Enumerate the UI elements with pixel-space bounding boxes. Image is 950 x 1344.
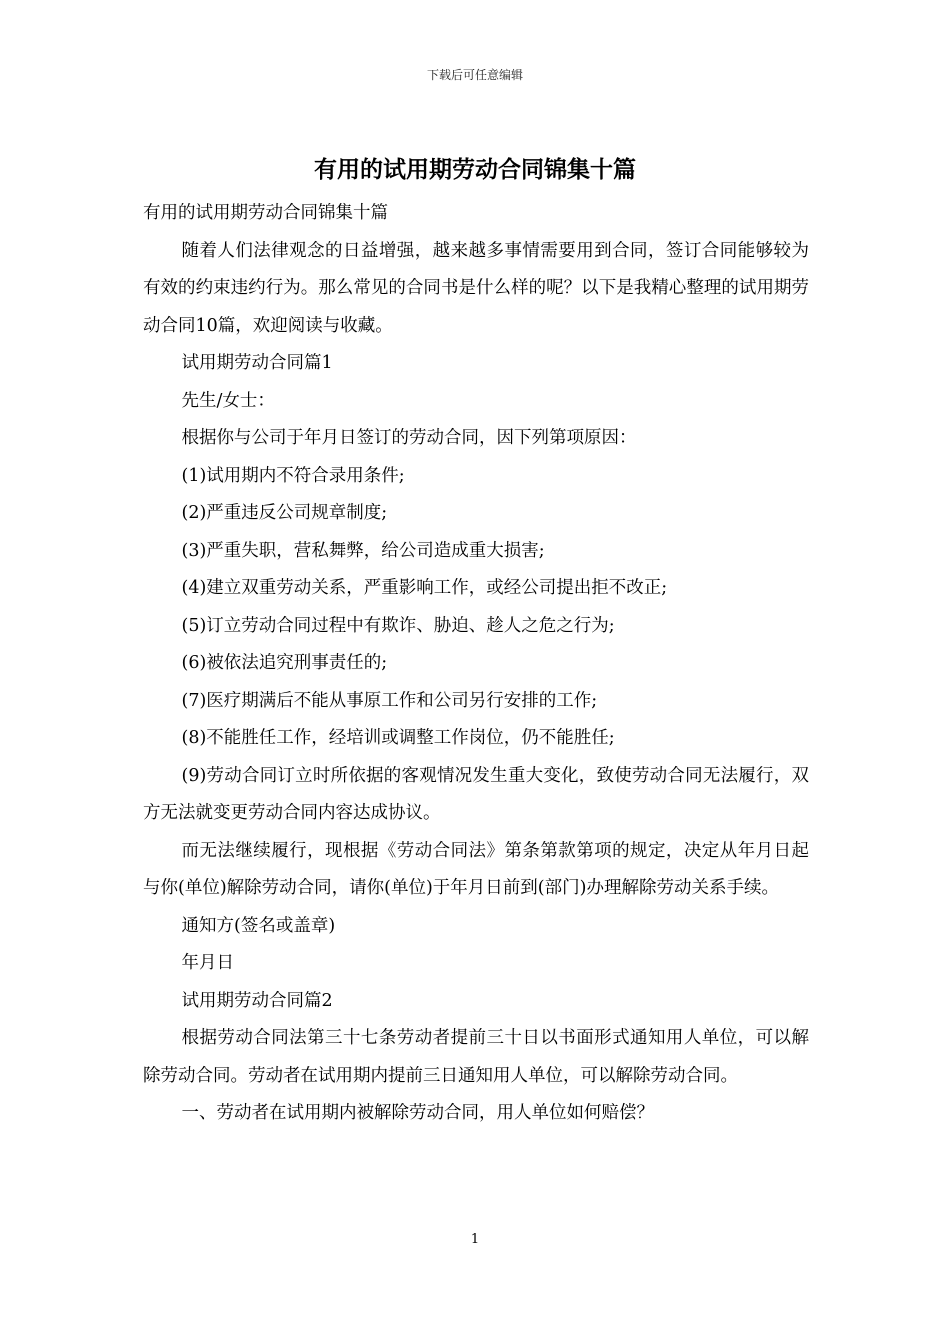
list-item: (3)严重失职，营私舞弊，给公司造成重大损害; [181, 540, 545, 561]
paragraph: 根据劳动合同法第三十七条劳动者提前三十日以书面形式通知用人单位，可以解除劳动合同。劳动者在试用期内提前三日通知用人单位，可以解除劳动合同。 [143, 1028, 809, 1086]
signature-line: 通知方(签名或盖章) [181, 915, 336, 936]
section-heading: 试用期劳动合同篇1 [181, 353, 333, 373]
header-note: 下载后可任意编辑 [426, 68, 523, 82]
list-item: (7)医疗期满后不能从事原工作和公司另行安排的工作; [181, 690, 598, 711]
document-title: 有用的试用期劳动合同锦集十篇 [314, 156, 636, 183]
question-heading: 一、劳动者在试用期内被解除劳动合同，用人单位如何赔偿？ [181, 1103, 654, 1123]
paragraph: 有用的试用期劳动合同锦集十篇 [143, 203, 388, 223]
date-line: 年月日 [181, 953, 234, 973]
paragraph: 根据你与公司于年月日签订的劳动合同，因下列第项原因： [181, 428, 637, 448]
list-item: (8)不能胜任工作，经培训或调整工作岗位，仍不能胜任; [181, 728, 615, 748]
salutation: 先生/女士： [181, 390, 275, 411]
list-item: (2)严重违反公司规章制度; [181, 503, 388, 523]
page-number: 1 [470, 1232, 480, 1247]
paragraph: 随着人们法律观念的日益增强，越来越多事情需要用到合同，签订合同能够较为有效的约束违约行为。那么常见的合同书是什么样的呢？以下是我精心整理的试用期劳动合同10篇，欢迎阅读与收藏。 [143, 240, 809, 336]
paragraph: 而无法继续履行，现根据《劳动合同法》第条第款第项的规定，决定从年月日起与你(单位)解除劳动合同，请你(单位)于年月日前到(部门)办理解除劳动关系手续。 [143, 840, 809, 898]
section-heading: 试用期劳动合同篇2 [181, 990, 333, 1011]
list-item: (1)试用期内不符合录用条件; [181, 465, 405, 486]
document-body [143, 195, 809, 1133]
list-item: (5)订立劳动合同过程中有欺诈、胁迫、趁人之危之行为; [181, 615, 615, 636]
list-item: (4)建立双重劳动关系，严重影响工作，或经公司提出拒不改正; [181, 578, 668, 598]
list-item: (6)被依法追究刑事责任的; [181, 653, 388, 673]
list-item: (9)劳动合同订立时所依据的客观情况发生重大变化，致使劳动合同无法履行，双方无法就变更劳动合同内容达成协议。 [143, 765, 809, 823]
